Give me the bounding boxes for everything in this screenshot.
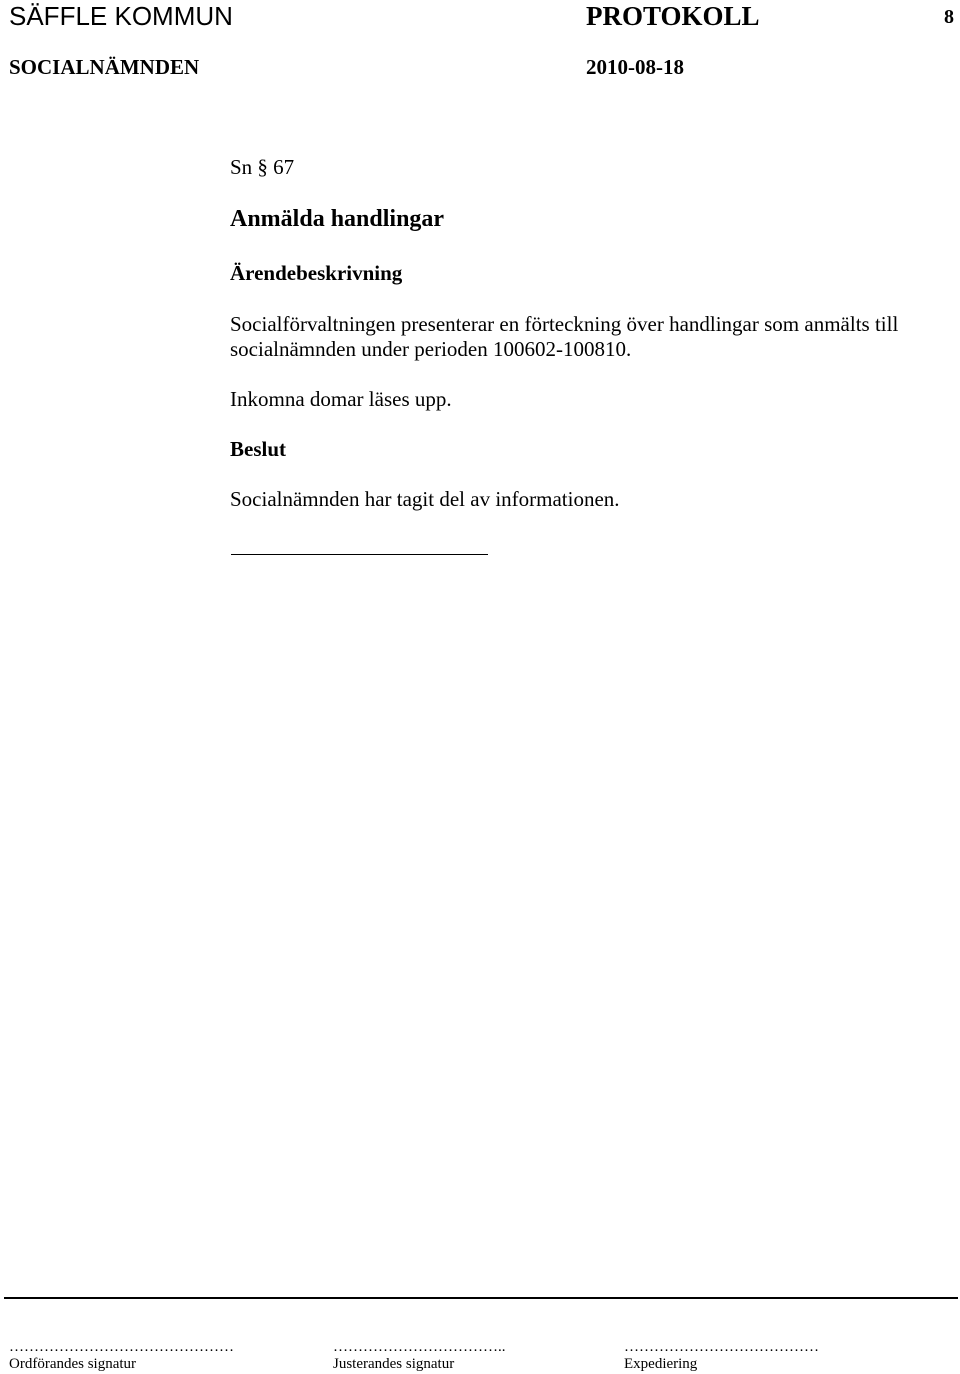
description-line-2: socialnämnden under perioden 100602-100810. [230, 337, 632, 361]
description-line-1: Socialförvaltningen presenterar en förteckning över handlingar som anmälts till [230, 312, 899, 336]
document-type: PROTOKOLL [586, 1, 760, 31]
note-text: Inkomna domar läses upp. [230, 387, 452, 411]
signature-label-chair: Ordförandes signatur [9, 1356, 137, 1372]
page-number: 8 [944, 6, 954, 28]
footer-divider [4, 1297, 958, 1299]
signature-dots-chair: ……………………………………… [9, 1339, 234, 1355]
board-name: SOCIALNÄMNDEN [9, 55, 200, 79]
signature-label-dispatch: Expediering [624, 1356, 698, 1372]
meeting-date: 2010-08-18 [586, 55, 684, 79]
signature-label-adjuster: Justerandes signatur [333, 1356, 455, 1372]
section-end-rule [231, 554, 488, 555]
signature-dots-dispatch: ………………………………… [624, 1339, 819, 1355]
signature-dots-adjuster: …………………………….. [333, 1339, 506, 1355]
description-heading: Ärendebeskrivning [230, 261, 403, 285]
decision-heading: Beslut [230, 437, 287, 461]
item-title: Anmälda handlingar [230, 206, 445, 232]
case-number: Sn § 67 [230, 155, 295, 179]
organization-name: SÄFFLE KOMMUN [9, 1, 233, 31]
decision-text: Socialnämnden har tagit del av informationen. [230, 487, 620, 511]
